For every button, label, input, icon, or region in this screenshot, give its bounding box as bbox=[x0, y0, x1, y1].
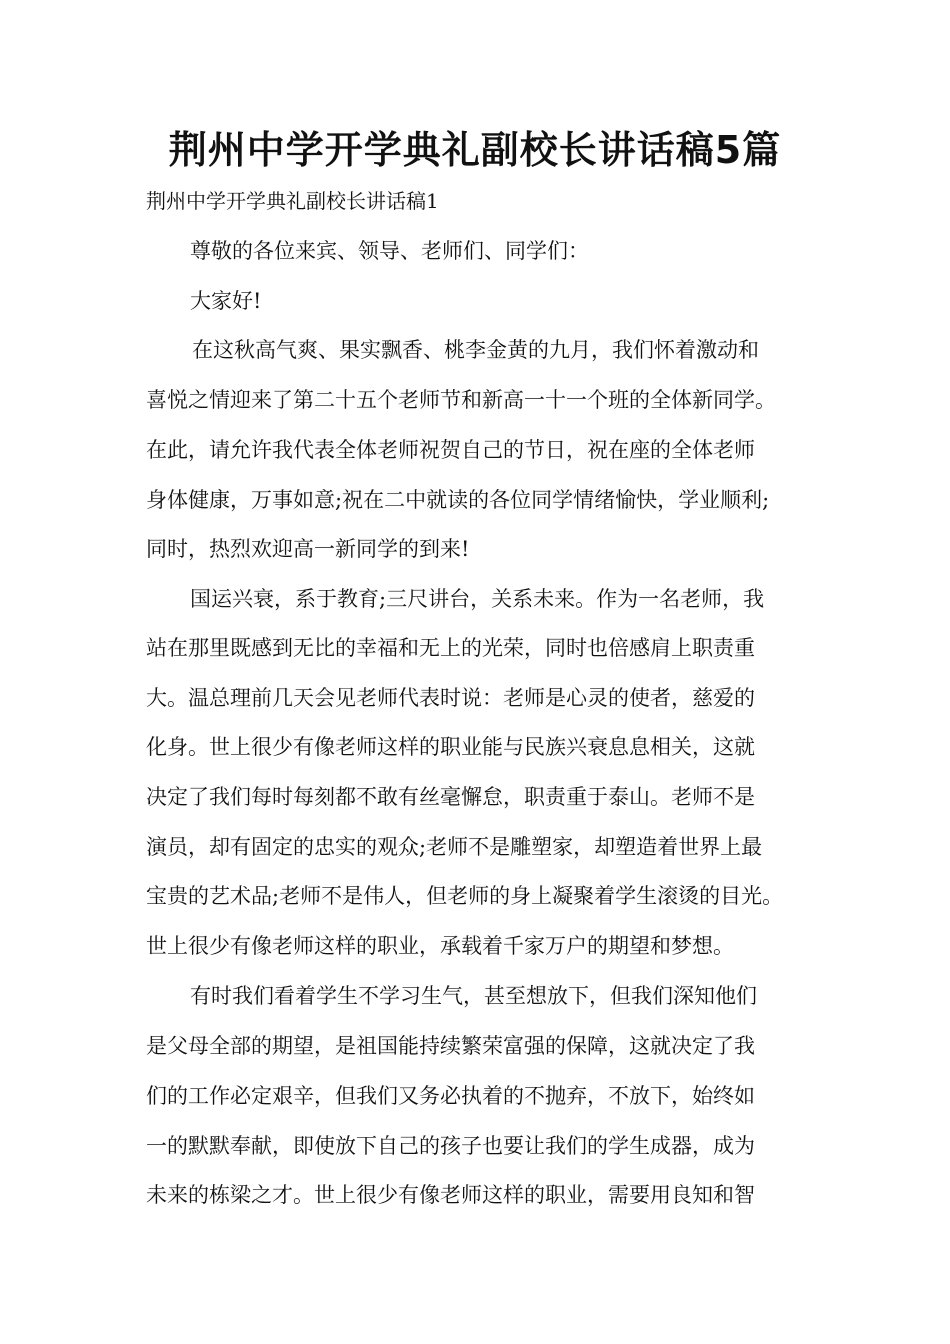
salutation-line: 尊敬的各位来宾、领导、老师们、同学们： bbox=[190, 239, 589, 263]
paragraph-line: 宝贵的艺术品;老师不是伟人，但老师的身上凝聚着学生滚烫的目光。 bbox=[146, 884, 784, 908]
greeting-line: 大家好! bbox=[190, 289, 262, 313]
paragraph-line: 未来的栋梁之才。世上很少有像老师这样的职业，需要用良知和智 bbox=[146, 1183, 755, 1207]
paragraph-line: 大。温总理前几天会见老师代表时说：老师是心灵的使者，慈爱的 bbox=[146, 686, 755, 710]
paragraph-line: 演员，却有固定的忠实的观众;老师不是雕塑家，却塑造着世界上最 bbox=[146, 835, 763, 859]
paragraph-line: 站在那里既感到无比的幸福和无上的光荣，同时也倍感肩上职责重 bbox=[146, 636, 755, 660]
paragraph-line: 在这秋高气爽、果实飘香、桃李金黄的九月，我们怀着激动和 bbox=[192, 338, 759, 362]
paragraph-line: 是父母全部的期望，是祖国能持续繁荣富强的保障，这就决定了我 bbox=[146, 1034, 755, 1058]
paragraph-line: 一的默默奉献，即使放下自己的孩子也要让我们的学生成器，成为 bbox=[146, 1134, 755, 1158]
paragraph-line: 世上很少有像老师这样的职业，承载着千家万户的期望和梦想。 bbox=[146, 934, 734, 958]
paragraph-line: 决定了我们每时每刻都不敢有丝毫懈怠，职责重于泰山。老师不是 bbox=[146, 785, 755, 809]
paragraph-line: 化身。世上很少有像老师这样的职业能与民族兴衰息息相关，这就 bbox=[146, 735, 755, 759]
paragraph-line: 有时我们看着学生不学习生气，甚至想放下，但我们深知他们 bbox=[190, 984, 757, 1008]
paragraph-line: 喜悦之情迎来了第二十五个老师节和新高一十一个班的全体新同学。 bbox=[146, 388, 776, 412]
paragraph-line: 们的工作必定艰辛，但我们又务必执着的不抛弃，不放下，始终如 bbox=[146, 1084, 755, 1108]
paragraph-line: 在此，请允许我代表全体老师祝贺自己的节日，祝在座的全体老师 bbox=[146, 438, 755, 462]
section-heading: 荆州中学开学典礼副校长讲话稿1 bbox=[146, 189, 439, 213]
paragraph-line: 同时，热烈欢迎高一新同学的到来! bbox=[146, 537, 470, 561]
document-title: 荆州中学开学典礼副校长讲话稿5篇 bbox=[168, 128, 782, 172]
paragraph-line: 国运兴衰，系于教育;三尺讲台，关系未来。作为一名老师，我 bbox=[190, 587, 765, 611]
paragraph-line: 身体健康，万事如意;祝在二中就读的各位同学情绪愉快，学业顺利; bbox=[146, 488, 770, 512]
